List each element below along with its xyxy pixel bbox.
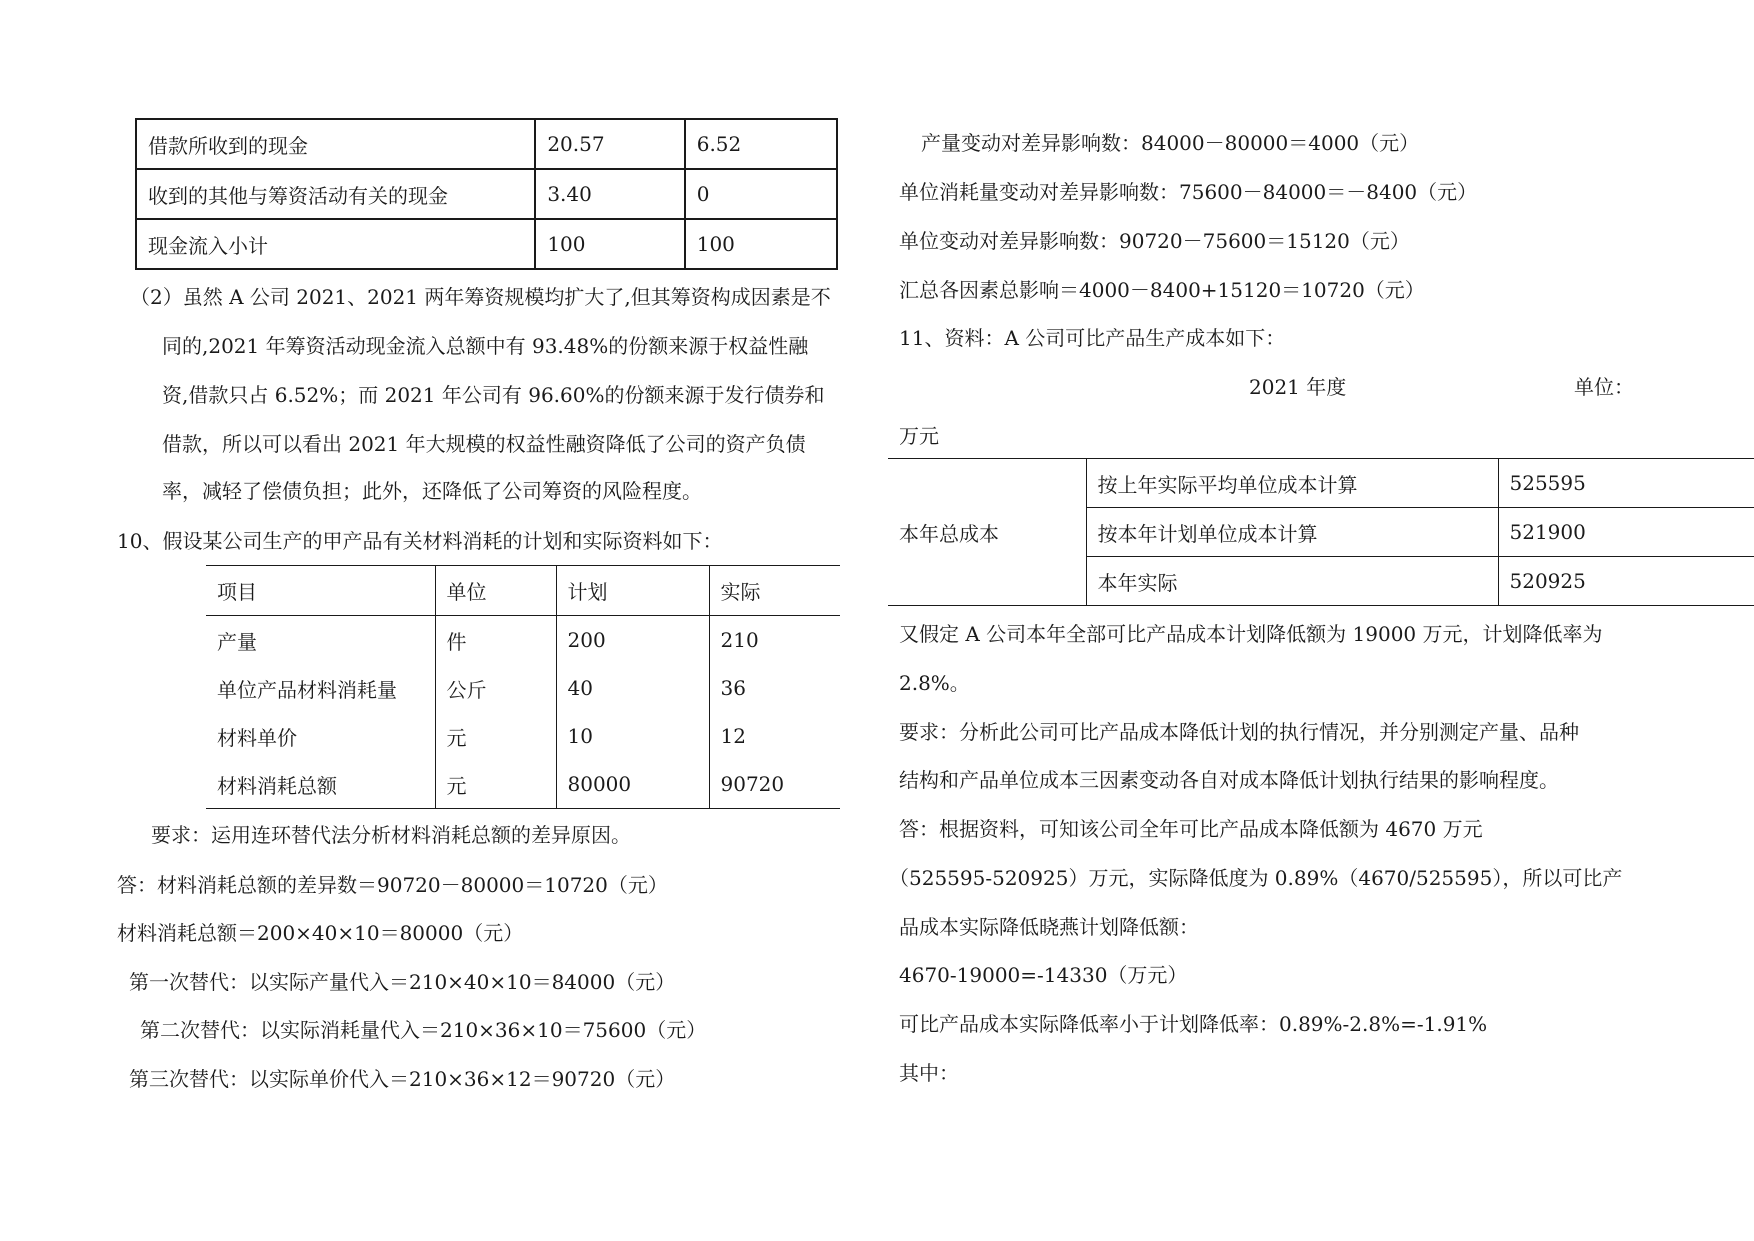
table-cell: 元	[435, 712, 556, 760]
table-cell: 本年实际	[1086, 557, 1498, 606]
impact-line: 产量变动对差异影响数：84000－80000＝4000（元）	[921, 131, 1420, 155]
table-cell: 现金流入小计	[136, 219, 535, 269]
table-cell: 100	[535, 219, 684, 269]
answer-line: 第二次替代：以实际消耗量代入＝210×36×10＝75600（元）	[140, 1018, 707, 1042]
column-header: 项目	[206, 566, 435, 616]
table-cell: 公斤	[435, 664, 556, 712]
table-cell: 210	[709, 616, 840, 665]
table-cell: 521900	[1498, 508, 1754, 557]
body-line: 要求：分析此公司可比产品成本降低计划的执行情况，并分别测定产量、品种	[899, 720, 1579, 744]
table-row	[888, 459, 1754, 508]
table-cell: 收到的其他与筹资活动有关的现金	[136, 169, 535, 219]
table-cell: 件	[435, 616, 556, 665]
table-cell: 36	[709, 664, 840, 712]
requirement-text: 要求：运用连环替代法分析材料消耗总额的差异原因。	[151, 823, 631, 847]
impact-line: 单位变动对差异影响数：90720－75600＝15120（元）	[899, 229, 1410, 253]
table-cell: 单位产品材料消耗量	[217, 677, 397, 702]
table-cell: 10	[556, 712, 709, 760]
paragraph-line: 率，减轻了偿债负担；此外，还降低了公司筹资的风险程度。	[162, 479, 702, 503]
table-cell: 525595	[1498, 459, 1754, 508]
table-row	[206, 760, 840, 809]
table-row	[136, 169, 837, 219]
table-cell: 产量	[217, 629, 257, 654]
paragraph-line: 同的,2021 年筹资活动现金流入总额中有 93.48%的份额来源于权益性融	[162, 334, 809, 358]
row-group-label: 本年总成本	[888, 459, 1086, 606]
table-row	[206, 664, 840, 712]
table-cell: 6.52	[685, 119, 837, 169]
body-line: 4670-19000=-14330（万元）	[899, 963, 1188, 987]
column-header: 单位	[435, 566, 556, 616]
table-row	[136, 119, 837, 169]
year-label: 2021 年度	[1249, 375, 1347, 399]
impact-line: 单位消耗量变动对差异影响数：75600－84000＝－8400（元）	[899, 180, 1478, 204]
table-cell: 200	[556, 616, 709, 665]
body-line: （525595-520925）万元，实际降低度为 0.89%（4670/525595），所以可比产	[889, 866, 1623, 890]
impact-line: 汇总各因素总影响＝4000－8400+15120＝10720（元）	[899, 278, 1425, 302]
table-cell: 90720	[709, 760, 840, 809]
table-cell: 12	[709, 712, 840, 760]
table-cell: 元	[435, 760, 556, 809]
answer-line: 第三次替代：以实际单价代入＝210×36×12＝90720（元）	[129, 1067, 676, 1091]
column-header: 计划	[556, 566, 709, 616]
table-cell: 借款所收到的现金	[136, 119, 535, 169]
body-line: 其中：	[899, 1061, 959, 1085]
question-title: 11、资料：A 公司可比产品生产成本如下：	[899, 326, 1286, 350]
body-line: 又假定 A 公司本年全部可比产品成本计划降低额为 19000 万元，计划降低率为	[899, 622, 1603, 646]
column-header: 实际	[709, 566, 840, 616]
cash-inflow-table	[135, 118, 838, 270]
table-row	[206, 712, 840, 760]
table-cell: 3.40	[535, 169, 684, 219]
table-cell: 材料消耗总额	[217, 773, 337, 798]
table-row	[206, 616, 840, 665]
table-cell: 0	[685, 169, 837, 219]
unit-value: 万元	[899, 424, 939, 448]
body-line: 品成本实际降低晓燕计划降低额：	[899, 915, 1199, 939]
table-cell: 100	[685, 219, 837, 269]
body-line: 可比产品成本实际降低率小于计划降低率：0.89%-2.8%=-1.91%	[899, 1012, 1488, 1036]
table-cell: 按上年实际平均单位成本计算	[1086, 459, 1498, 508]
table-cell: 按本年计划单位成本计算	[1086, 508, 1498, 557]
answer-line: 答：材料消耗总额的差异数＝90720－80000＝10720（元）	[117, 873, 668, 897]
paragraph-line: 资,借款只占 6.52%；而 2021 年公司有 96.60%的份额来源于发行债券和	[162, 383, 825, 407]
paragraph-line: 借款，所以可以看出 2021 年大规模的权益性融资降低了公司的资产负债	[162, 432, 806, 456]
paragraph-line: （2）虽然 A 公司 2021、2021 两年筹资规模均扩大了,但其筹资构成因素是不	[130, 285, 831, 309]
table-cell: 80000	[556, 760, 709, 809]
table-cell: 40	[556, 664, 709, 712]
table-cell: 520925	[1498, 557, 1754, 606]
table-header-row	[206, 566, 840, 616]
unit-label: 单位：	[1574, 375, 1634, 399]
answer-line: 材料消耗总额＝200×40×10＝80000（元）	[117, 921, 524, 945]
answer-line: 第一次替代：以实际产量代入＝210×40×10＝84000（元）	[129, 970, 676, 994]
material-table	[206, 565, 840, 809]
cost-table	[888, 458, 1754, 606]
body-line: 2.8%。	[899, 671, 970, 695]
table-cell: 材料单价	[217, 725, 297, 750]
table-cell: 20.57	[535, 119, 684, 169]
body-line: 答：根据资料，可知该公司全年可比产品成本降低额为 4670 万元	[899, 817, 1483, 841]
body-line: 结构和产品单位成本三因素变动各自对成本降低计划执行结果的影响程度。	[899, 768, 1559, 792]
table-row	[136, 219, 837, 269]
question-title: 10、假设某公司生产的甲产品有关材料消耗的计划和实际资料如下：	[117, 529, 723, 553]
